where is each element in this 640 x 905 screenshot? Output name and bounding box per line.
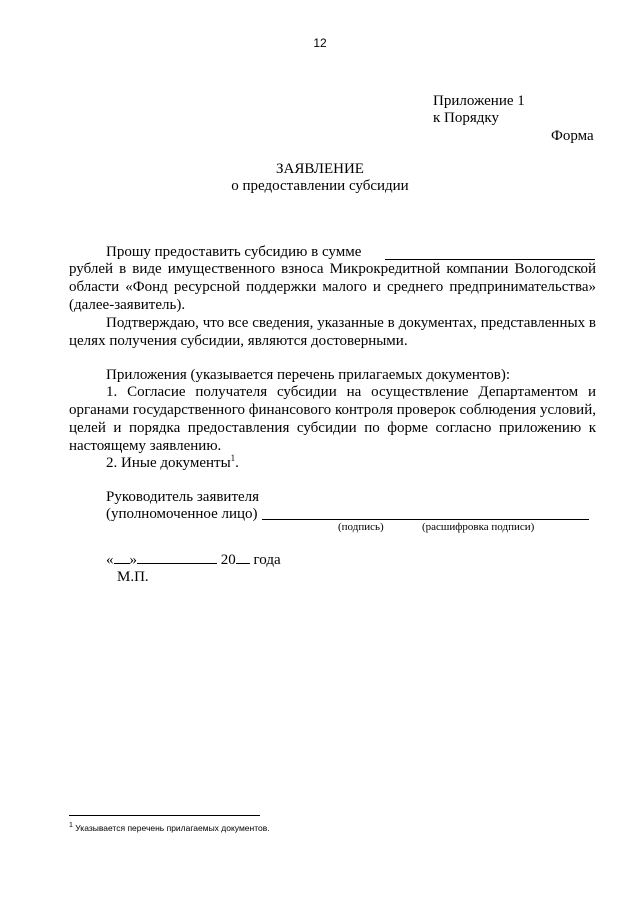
year-prefix: 20: [220, 552, 236, 568]
stamp-label: М.П.: [117, 569, 149, 585]
month-field-line[interactable]: [137, 551, 217, 564]
form-label: Форма: [551, 128, 594, 144]
footnote-rule: [69, 815, 260, 816]
attachment-item-2: [106, 454, 239, 473]
footnote-text: Указывается перечень прилагаемых документов.: [75, 823, 270, 833]
footnote-mark: 1: [69, 822, 73, 830]
document-subtitle: о предоставлении субсидии: [231, 178, 409, 194]
head-label-line2: (уполномоченное лицо): [106, 506, 258, 522]
date-close-quote: »: [129, 552, 137, 568]
footnote-ref: 1: [230, 453, 236, 463]
year-field-line[interactable]: [236, 551, 250, 564]
request-text: Прошу предоставить субсидию в сумме: [106, 244, 362, 260]
attachment-item-2-end: .: [235, 455, 239, 471]
signature-field-line[interactable]: [262, 506, 589, 520]
signature-caption: (подпись): [338, 521, 384, 533]
head-label-line1: Руководитель заявителя: [106, 489, 260, 505]
year-suffix: года: [253, 552, 281, 568]
attachment-item-2-text: 2. Иные документы: [106, 455, 231, 471]
request-paragraph: [69, 260, 596, 314]
date-open-quote: «: [106, 552, 114, 568]
footnote: [69, 823, 270, 833]
appendix-label: Приложение 1: [433, 93, 525, 109]
page-number: 12: [313, 36, 327, 50]
attachments-header: Приложения (указывается перечень прилагаемых документов):: [106, 367, 511, 383]
confirmation-paragraph: [69, 314, 596, 350]
document-title: ЗАЯВЛЕНИЕ: [276, 161, 364, 177]
attachment-item-1-text: 1. Согласие получателя субсидии на осуществление Департаментом и органами государственного финансового контроля проверок соблюдения условий, целей и порядка предоставления субсидии по форме согласно приложению к настоящему заявлению.: [69, 384, 596, 454]
attachment-item-1: [69, 383, 596, 455]
request-paragraph-text: рублей в виде имущественного взноса Микрокредитной компании Вологодской области «Фонд ресурсной поддержки малого и среднего предпринимательства» (далее-заявитель).: [69, 261, 596, 313]
to-order-label: к Порядку: [433, 110, 499, 126]
amount-field-line[interactable]: [385, 245, 595, 260]
signature-decode-caption: (расшифровка подписи): [422, 521, 535, 533]
day-field-line[interactable]: [114, 551, 130, 564]
confirmation-text: Подтверждаю, что все сведения, указанные в документах, представленных в целях получения субсидии, являются достоверными.: [69, 315, 596, 349]
